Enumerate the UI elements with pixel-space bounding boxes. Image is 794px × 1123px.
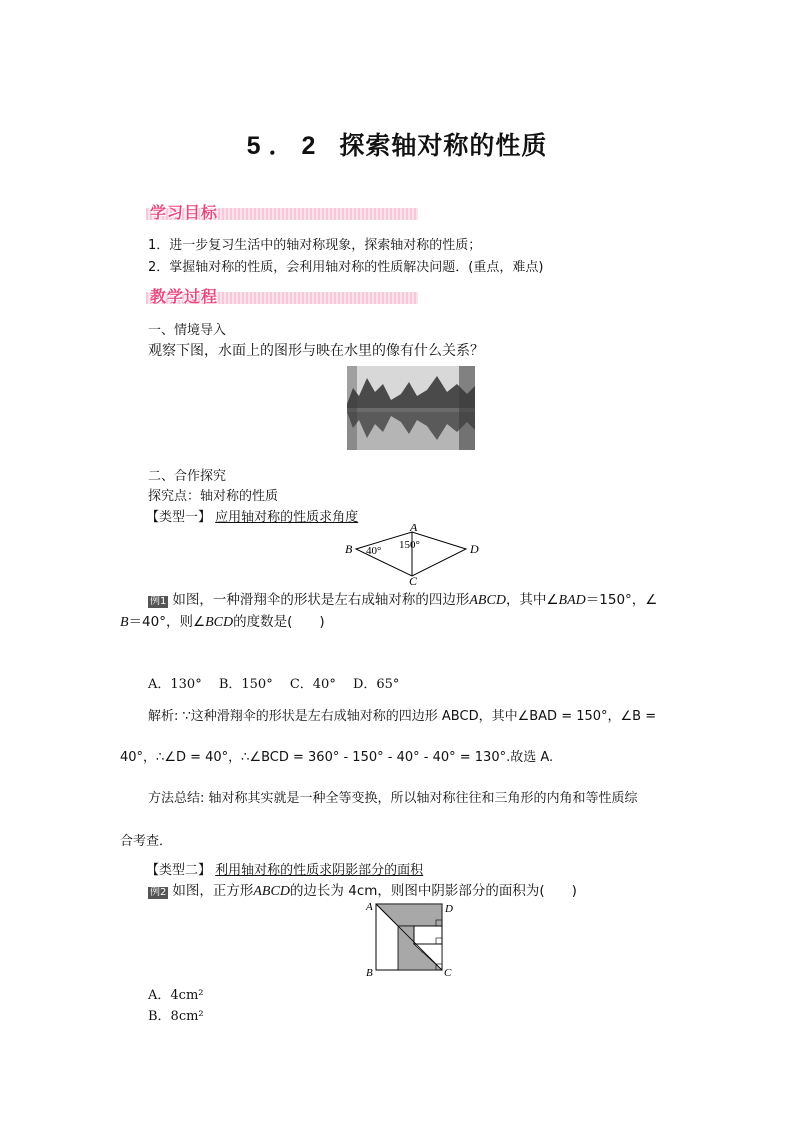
kite-figure (340, 524, 480, 586)
square-label-c: C (444, 967, 452, 979)
section-title: 探索轴对称的性质 (339, 131, 548, 160)
square-label-b: B (366, 967, 373, 979)
example2-line: 例2 如图，正方形ABCD的边长为 4cm，则图中阴影部分的面积为( ) (150, 883, 577, 899)
kite-label-d: D (470, 542, 479, 556)
type1-title: 应用轴对称的性质求角度 (215, 510, 359, 525)
kite-label-b: B (345, 542, 353, 556)
square-label-a: A (366, 901, 373, 913)
section-number: 5．2 (246, 132, 324, 160)
goal-1: 1．进一步复习生活中的轴对称现象，探索轴对称的性质； (148, 238, 482, 253)
kite-angle-b: 40° (366, 545, 382, 557)
learning-goals-banner (146, 202, 418, 222)
summary-line1: 方法总结: 轴对称其实就是一种全等变换，所以轴对称往往和三角形的内角和等性质综 (148, 791, 638, 806)
section1-text: 观察下图，水面上的图形与映在水里的像有什么关系？ (148, 343, 484, 359)
goal-2: 2．掌握轴对称的性质，会利用轴对称的性质解决问题．(重点，难点) (148, 260, 544, 275)
page-title (0, 126, 794, 162)
example1-options: A．130° B．150° C．40° D．65° (148, 677, 400, 692)
type2-heading (146, 859, 423, 878)
square-figure (364, 900, 460, 980)
section1-heading: 一、情境导入 (148, 323, 227, 338)
type2-title: 利用轴对称的性质求阴影部分的面积 (215, 863, 424, 878)
teaching-process-label: 教学过程 (150, 287, 219, 306)
section2-point: 探究点：轴对称的性质 (148, 489, 279, 504)
teaching-process-banner (146, 286, 418, 306)
type1-heading (146, 506, 358, 525)
example1-line1: 例1 如图，一种滑翔伞的形状是左右成轴对称的四边形ABCD，其中∠BAD＝150°，∠ (150, 592, 658, 608)
kite-angle-a: 150° (399, 539, 420, 551)
section2-heading: 二、合作探究 (148, 469, 227, 484)
example2-option-a: A．4cm² (148, 988, 204, 1003)
kite-label-a: A (410, 524, 418, 534)
lake-reflection-image (347, 366, 475, 450)
example1-line2: B＝40°，则∠BCD的度数是( ) (120, 614, 325, 630)
analysis-line1: 解析: ∵这种滑翔伞的形状是左右成轴对称的四边形 ABCD，其中∠BAD = 150°，∠B = (148, 709, 657, 724)
example2-badge: 例2 (150, 887, 167, 898)
square-label-d: D (445, 903, 453, 915)
summary-line2: 合考查． (120, 834, 173, 849)
type1-tag: 【类型一】 (146, 510, 212, 525)
learning-goals-label: 学习目标 (150, 203, 219, 222)
type2-tag: 【类型二】 (146, 863, 212, 878)
example2-option-b: B．8cm² (148, 1009, 204, 1024)
analysis-line2: 40°，∴∠D = 40°，∴∠BCD = 360° - 150° - 40° - 40° = 130°.故选 A. (120, 750, 554, 765)
example1-badge: 例1 (150, 596, 167, 607)
kite-label-c: C (409, 574, 418, 586)
